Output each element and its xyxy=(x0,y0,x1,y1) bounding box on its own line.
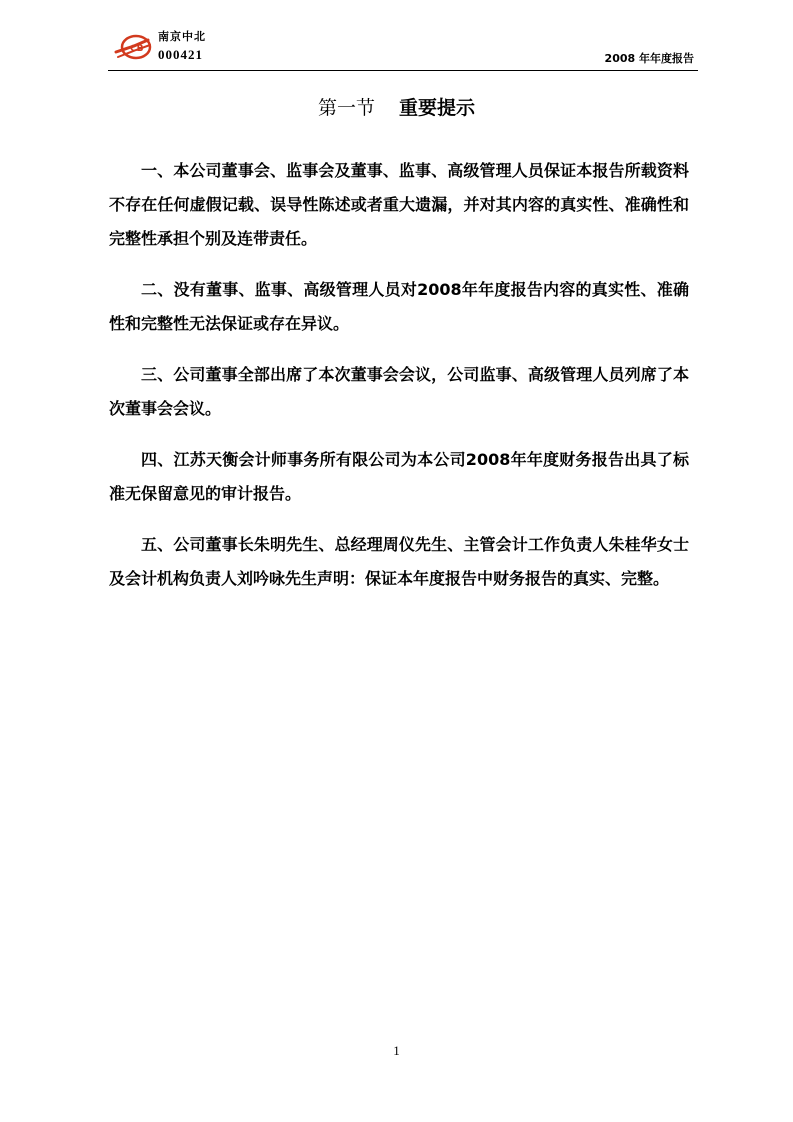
notice-content xyxy=(109,154,689,613)
section-heading xyxy=(0,95,793,121)
notice-paragraph-3: 三、公司董事全部出席了本次董事会会议，公司监事、高级管理人员列席了本次董事会会议。 xyxy=(109,365,689,418)
company-logo-icon xyxy=(114,30,154,64)
notice-paragraph-1: 一、本公司董事会、监事会及董事、监事、高级管理人员保证本报告所载资料不存在任何虚假记载、误导性陈述或者重大遗漏，并对其内容的真实性、准确性和完整性承担个别及连带责任。 xyxy=(109,161,689,248)
notice-paragraph-5: 五、公司董事长朱明先生、总经理周仪先生、主管会计工作负责人朱桂华女士及会计机构负责人刘吟咏先生声明：保证本年度报告中财务报告的真实、完整。 xyxy=(109,535,689,588)
stock-code: 000421 xyxy=(158,47,203,62)
section-title: 重要提示 xyxy=(399,97,476,119)
svg-text:CB: CB xyxy=(130,44,144,54)
notice-paragraph-2: 二、没有董事、监事、高级管理人员对2008年年度报告内容的真实性、准确性和完整性无法保证或存在异议。 xyxy=(109,280,689,333)
page-header xyxy=(108,26,698,71)
company-info xyxy=(158,30,206,63)
company-name: 南京中北 xyxy=(158,30,206,43)
notice-paragraph-4: 四、江苏天衡会计师事务所有限公司为本公司2008年年度财务报告出具了标准无保留意见的审计报告。 xyxy=(109,450,689,503)
page-number: 1 xyxy=(393,1043,400,1058)
report-title: 2008 年年度报告 xyxy=(604,52,694,65)
section-number: 第一节 xyxy=(317,97,375,119)
